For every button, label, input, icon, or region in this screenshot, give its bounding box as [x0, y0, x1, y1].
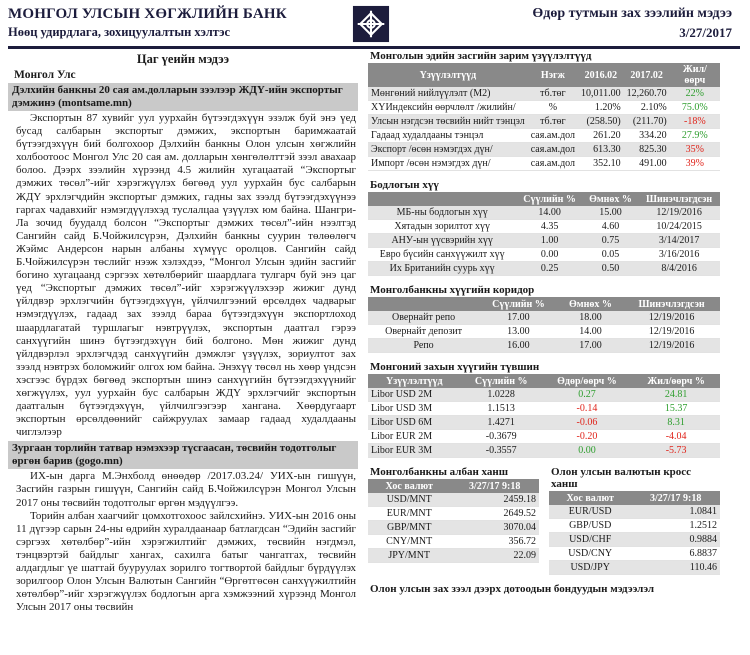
value-2017: 2.10% [624, 101, 670, 115]
table-row [368, 129, 720, 143]
column-header: Сүүлийн % [479, 297, 558, 311]
value-2016: 352.10 [578, 157, 624, 171]
market-column [368, 50, 720, 596]
news-heading: Цаг үеийн мэдээ [136, 52, 230, 66]
column-header: Өмнөх % [583, 192, 638, 206]
column-header: Хос валют [368, 479, 450, 493]
rate-value: 3070.04 [450, 521, 539, 535]
last-rate: 16.00 [479, 339, 558, 353]
last-rate: 1.0228 [461, 388, 542, 402]
table-row [368, 262, 720, 276]
currency-pair: EUR/USD [549, 505, 631, 519]
rate-value: 110.46 [631, 561, 720, 575]
last-rate: 14.00 [516, 206, 582, 220]
indicator-unit: % [528, 101, 578, 115]
report-header-right [532, 6, 732, 41]
updated-date: 8/4/2016 [638, 262, 720, 276]
report-date: 3/27/2017 [679, 25, 732, 40]
last-rate: 1.00 [516, 234, 582, 248]
rate-value: 6.8837 [631, 547, 720, 561]
column-header: Жил/өөрч [670, 63, 720, 87]
macro-header-row [368, 63, 720, 87]
rate-value: 2459.18 [450, 493, 539, 507]
column-header: Шинэчлэгдсэн [638, 192, 720, 206]
corridor-table [368, 297, 720, 353]
rate-name: Овернайт репо [368, 311, 479, 325]
rate-name: Libor EUR 3M [368, 444, 461, 458]
updated-date: 3/16/2016 [638, 248, 720, 262]
value-2017: 12,260.70 [624, 87, 670, 101]
indicator-name: ХҮИндексийн өөрчлөлт /жилийн/ [368, 101, 528, 115]
cross-rate-title: Олон улсын валютын кросс ханш [551, 466, 692, 490]
column-header [368, 297, 479, 311]
column-header: Өмнөх % [558, 297, 624, 311]
bond-title: Олон улсын зах зээл дээрх дотоодын бондуудын мэдээлэл [370, 583, 655, 595]
rate-name: Овернайт депозит [368, 325, 479, 339]
daily-change: -0.06 [542, 416, 633, 430]
indicator-unit: сая.ам.дол [528, 129, 578, 143]
daily-change: 0.27 [542, 388, 633, 402]
table-row [368, 402, 720, 416]
value-2017: 825.30 [624, 143, 670, 157]
column-header: 2017.02 [624, 63, 670, 87]
value-2016: 10,011.00 [578, 87, 624, 101]
table-row [368, 220, 720, 234]
yearly-change: -5.73 [632, 444, 720, 458]
last-rate: 4.35 [516, 220, 582, 234]
column-header: 3/27/17 9:18 [631, 491, 720, 505]
value-2017: (211.70) [624, 115, 670, 129]
column-header: Жил/өөрч % [632, 374, 720, 388]
table-row [368, 521, 539, 535]
rate-name: МБ-ны бодлогын хүү [368, 206, 516, 220]
table-row [549, 505, 720, 519]
table-row [549, 519, 720, 533]
updated-date: 12/19/2016 [623, 339, 720, 353]
table-row [368, 206, 720, 220]
previous-rate: 15.00 [583, 206, 638, 220]
yearly-change: -18% [670, 115, 720, 129]
indicator-name: Мөнгөний нийлүүлэлт (M2) [368, 87, 528, 101]
yearly-change: 75.0% [670, 101, 720, 115]
rate-name: Libor USD 2M [368, 388, 461, 402]
indicator-name: Гадаад худалдааны тэнцэл [368, 129, 528, 143]
libor-block [368, 361, 720, 458]
daily-change: -0.20 [542, 430, 633, 444]
yearly-change: 35% [670, 143, 720, 157]
column-header: Үзүүлэлтүүд [368, 63, 528, 87]
official-rate-title: Монголбанкны албан ханш [370, 466, 509, 478]
daily-change: 0.00 [542, 444, 633, 458]
currency-pair: USD/MNT [368, 493, 450, 507]
rate-name: Libor USD 3M [368, 402, 461, 416]
currency-pair: CNY/MNT [368, 535, 450, 549]
value-2016: 1.20% [578, 101, 624, 115]
currency-pair: GBP/USD [549, 519, 631, 533]
official-header-row [368, 479, 539, 493]
value-2016: 261.20 [578, 129, 624, 143]
updated-date: 12/19/2016 [623, 311, 720, 325]
table-row [368, 157, 720, 171]
previous-rate: 17.00 [558, 339, 624, 353]
yearly-change: 24.81 [632, 388, 720, 402]
policy-rate-block [368, 179, 720, 276]
previous-rate: 14.00 [558, 325, 624, 339]
column-header: 2016.02 [578, 63, 624, 87]
table-row [368, 388, 720, 402]
rate-name: Хятадын зорилтот хүү [368, 220, 516, 234]
yearly-change: 27.9% [670, 129, 720, 143]
cross-rate-table [549, 491, 720, 575]
table-row [368, 143, 720, 157]
updated-date: 12/19/2016 [638, 206, 720, 220]
header-divider [8, 46, 740, 49]
news-body [8, 111, 358, 441]
table-row [368, 325, 720, 339]
last-rate: 1.1513 [461, 402, 542, 416]
column-header: Нэгж [528, 63, 578, 87]
table-row [368, 248, 720, 262]
updated-date: 10/24/2015 [638, 220, 720, 234]
updated-date: 12/19/2016 [623, 325, 720, 339]
last-rate: 0.25 [516, 262, 582, 276]
yearly-change: 39% [670, 157, 720, 171]
policy-rate-title: Бодлогын хүү [370, 179, 439, 191]
cross-rate-block [549, 466, 720, 575]
rate-value: 2649.52 [450, 507, 539, 521]
table-row [368, 87, 720, 101]
policy-header-row [368, 192, 720, 206]
cross-header-row [549, 491, 720, 505]
libor-table [368, 374, 720, 458]
table-row [549, 561, 720, 575]
indicator-unit: сая.ам.дол [528, 157, 578, 171]
rate-value: 1.0841 [631, 505, 720, 519]
rate-value: 0.9884 [631, 533, 720, 547]
column-header: Өдөр/өөрч % [542, 374, 633, 388]
rate-value: 22.09 [450, 549, 539, 563]
table-row [368, 535, 539, 549]
indicator-name: Экспорт /өсөн нэмэгдэх дүн/ [368, 143, 528, 157]
value-2017: 334.20 [624, 129, 670, 143]
currency-pair: JPY/MNT [368, 549, 450, 563]
corridor-block [368, 284, 720, 353]
macro-block [368, 50, 720, 171]
previous-rate: 4.60 [583, 220, 638, 234]
table-row [549, 533, 720, 547]
rate-name: Их Британийн суурь хүү [368, 262, 516, 276]
value-2016: (258.50) [578, 115, 624, 129]
daily-change: -0.14 [542, 402, 633, 416]
corridor-header-row [368, 297, 720, 311]
table-row [368, 444, 720, 458]
rate-name: Libor EUR 2M [368, 430, 461, 444]
department-name: Нөөц удирдлага, зохицуулалтын хэлтэс [8, 25, 231, 39]
previous-rate: 0.50 [583, 262, 638, 276]
table-row [368, 493, 539, 507]
macro-table [368, 63, 720, 171]
table-row [549, 547, 720, 561]
table-row [368, 311, 720, 325]
last-rate: 0.00 [516, 248, 582, 262]
corridor-title: Монголбанкны хүүгийн коридор [370, 284, 535, 296]
column-header: Хос валют [549, 491, 631, 505]
previous-rate: 0.05 [583, 248, 638, 262]
table-row [368, 234, 720, 248]
currency-pair: USD/CNY [549, 547, 631, 561]
column-header [368, 192, 516, 206]
libor-header-row [368, 374, 720, 388]
value-2016: 613.30 [578, 143, 624, 157]
libor-title: Монгоний захын хүүгийн түвшин [370, 361, 540, 373]
indicator-unit: тб.төг [528, 115, 578, 129]
official-rate-table [368, 479, 539, 563]
column-header: 3/27/17 9:18 [450, 479, 539, 493]
news-title: Дэлхийн банкны 20 сая ам.долларын зээлээр ЖДҮ-ийн экспортыг дэмжинэ (montsame.mn) [8, 83, 358, 111]
table-row [368, 339, 720, 353]
column-header: Шинэчлэгдсэн [623, 297, 720, 311]
rate-name: Репо [368, 339, 479, 353]
column-header: Үзүүлэлтүүд [368, 374, 461, 388]
table-row [368, 549, 539, 563]
news-column [8, 50, 358, 616]
last-rate: 1.4271 [461, 416, 542, 430]
news-title: Зургаан торлийн татвар нэмэхээр түсгаасан, төсвийн тодотголыг өргөн барив (gogo.mn) [8, 441, 358, 469]
yearly-change: 22% [670, 87, 720, 101]
rate-name: Libor USD 6M [368, 416, 461, 430]
official-rate-block [368, 466, 539, 575]
column-header: Сүүлийн % [461, 374, 542, 388]
currency-pair: USD/CHF [549, 533, 631, 547]
rate-name: АНУ-ын үүсвэрийн хүү [368, 234, 516, 248]
value-2017: 491.00 [624, 157, 670, 171]
last-rate: 13.00 [479, 325, 558, 339]
bank-name: МОНГОЛ УЛСЫН ХӨГЖЛИЙН БАНК [8, 6, 287, 22]
currency-pair: EUR/MNT [368, 507, 450, 521]
currency-pair: USD/JPY [549, 561, 631, 575]
report-title: Өдөр тутмын зах зээлийн мэдээ [532, 6, 732, 21]
indicator-name: Улсын нэгдсэн төсвийн нийт тэнцэл [368, 115, 528, 129]
news-list [8, 83, 358, 616]
bank-logo-icon [352, 5, 390, 43]
macro-title: Монголын эдийн засгийн зарим үзүүлэлтүүд [370, 50, 592, 62]
indicator-name: Импорт /өсөн нэмэгдэх дүн/ [368, 157, 528, 171]
updated-date: 3/14/2017 [638, 234, 720, 248]
last-rate: -0.3679 [461, 430, 542, 444]
yearly-change: 8.31 [632, 416, 720, 430]
table-row [368, 101, 720, 115]
column-header: Сүүлийн % [516, 192, 582, 206]
news-paragraph: ИХ-ын дарга М.Энхболд өнөөдөр /2017.03.24/ УИХ-ын гишүүн, Засгийн газрын гишүүн, Сангийн сайд Б.Чойжилсүрэн Монгол Улсын 2017 оны төсвийн тодотголыг өргөн мэдүүлгээ. [16, 470, 356, 509]
previous-rate: 0.75 [583, 234, 638, 248]
report-header-left [8, 6, 287, 40]
news-paragraph: Экспортын 87 хувийг уул уурхайн бүтээгдэхүүн эзэлж буй энэ үед бусад салбарын экспортыг дэмжих, экспортын баримжаатай бүтээгдэхүүн бий болгохоор Дэлхийн банкны Олон улсын хөгжлийн холбоотоос Монгол Улс 20 сая ам. долларын хөнгөлөлттэй зээл авахаар болоо. Дээрх зээлийн хүрээнд 4.5 жилийн хугацаатай “Экспортыг дэмжих төсөл”-ийг хэрэгжүүлэх бөгөөд уул уурхайн бус салбарын ЖДҮ эрхлэгчдийн экспортыг дэмжих, гадны зах зээлд бүтээгдэхүүнээ гаргах чадавхийг нэмэгдүүлэхэд туслалцаа үзүүлэх юм байна. Шангри-Ла зочид буудалд болсон “Экспортыг дэмжих төсөл”-ийн нээлтэд Сангийн сайд Б.Чойжилсүрэн, Дэлхийн банкны суурин төлөөлөгч Жэймс Андерсон нарын албаны хүмүүс оролцов. Сангийн сайд Б.Чойжилсүрэн төслийг нээж хэлэхдээ, “Монгол Улсын эдийн засгийг богино хугацаанд сэргээх хөтөлбөрийг шаардлага тулгарч буй энэ цаг үед “Экспортыг дэмжих төсөл”-ийг хэрэгжүүлэхээр жижиг дунд үйлдвэр эрхлэгчийн бүтээгдэхүүн, үйлчилгээний өрсөлдөх чадварыг нэмэгдүүлэх, гадаад зах зээлд бараа бүтээгдэхүүн экспортлоход шаардлагатай туршлагыг нэвтрүүлэх, экспортын даатгал гэрээ санхүүгийн шинэ бүтээгдэхүүн бий болгоно. Мөн жижиг дунд үйлдвэрлэл эрхлэгчдэд санхүүгийн дэмжлэг үзүүлэх, зориултот зах зээлд нэвтрэх боломжийг олгох юм байна. Энэхүү төсөл нь хөөр үндсэн хэсгээс бүрдэх бөгөөд экспортын шинэ санхүүгийн бүтээгдэхүүнийг хөгжүүлэх, уул уурхайн бус салбарын ЖДҮ эрхлэгчийг экспортын даатгалын бүтээгдэхүүн, үйлчилгээгээр хангана. Хөөрдугаарт экспортын өрсөлдөөнийг сайжруулах замаар гадаад худалдааны чиглэлээр [16, 112, 356, 439]
currency-pair: GBP/MNT [368, 521, 450, 535]
indicator-unit: тб.төг [528, 87, 578, 101]
policy-rate-table [368, 192, 720, 276]
last-rate: 17.00 [479, 311, 558, 325]
table-row [368, 416, 720, 430]
news-section-label: Монгол Улс [14, 69, 76, 81]
yearly-change: -4.04 [632, 430, 720, 444]
fx-row [368, 466, 720, 575]
news-paragraph: Торийн албан хаагчийг цомхотгохоос зайлсхийнэ. УИХ-ын 2016 оны 11 дүгээр сарын 24-ны өдрийн хуралдаанаар батлагдсан “Эдийн засгийг сэргээх хөтөлбөр”-ийн хэрэгжилтийг дэмжих, төсвийн нэгдмэл, тэнцвэртэй байдлыг хангах, сахилга батыг чангатгах, төсвийн алдагдлыг үе шаттай бууруулах зорилго тогтвортой байдлыг бүрдүүлэх зорилгоор Олон Улсын Валютын Сангийн “Өргөтгөсөн санхүүжилтийн хөтөлбөр”-ийг хэрэгжүүлэх бодлогын арга хэмжээний хүрээнд Монгол Улсын 2017 оны төсвийн [16, 509, 356, 614]
table-row [368, 115, 720, 129]
rate-name: Евро бүсийн санхүүжилт хүү [368, 248, 516, 262]
table-row [368, 507, 539, 521]
previous-rate: 18.00 [558, 311, 624, 325]
indicator-unit: сая.ам.дол [528, 143, 578, 157]
news-body [8, 469, 358, 616]
rate-value: 356.72 [450, 535, 539, 549]
yearly-change: 15.37 [632, 402, 720, 416]
rate-value: 1.2512 [631, 519, 720, 533]
last-rate: -0.3557 [461, 444, 542, 458]
table-row [368, 430, 720, 444]
